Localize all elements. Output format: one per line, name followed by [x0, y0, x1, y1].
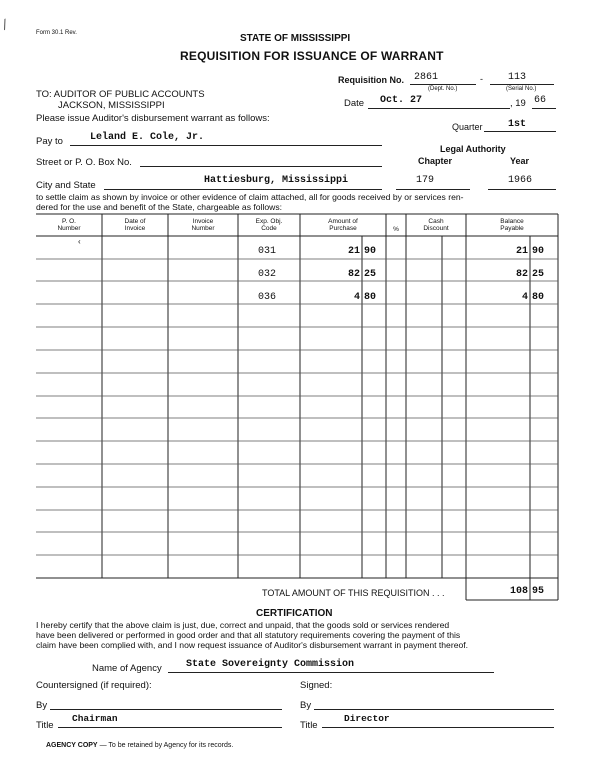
year-value: 1966: [508, 175, 533, 186]
row-3-amount-cents: 80: [364, 292, 377, 303]
col-po-number-text: P. O. Number: [57, 218, 81, 232]
title-right-value: Director: [344, 713, 390, 724]
chapter-heading: Chapter: [418, 156, 453, 166]
col-exp-obj-code-text: Exp. Obj. Code: [255, 218, 283, 232]
quarter-value: 1st: [508, 119, 527, 130]
row-1-amount-cents: 90: [364, 246, 377, 257]
agency-copy-rest: — To be retained by Agency for its records.: [99, 742, 234, 749]
city-value: Hattiesburg, Mississippi: [204, 175, 349, 186]
total-label: TOTAL AMOUNT OF THIS REQUISITION . . .: [262, 588, 445, 598]
col-invoice-number: [168, 218, 238, 232]
row-2-amount-cents: 25: [364, 269, 377, 280]
agency-line: [168, 672, 494, 673]
row-3-code: 036: [258, 292, 277, 303]
title-line-right: [322, 727, 554, 728]
by-line-right: [314, 709, 554, 710]
cert-line-2: have been delivered or performed in good order and that all statutory requirements covering the payment of this: [36, 630, 461, 640]
title-line-left: [58, 727, 282, 728]
requisition-serial-no: 113: [508, 72, 527, 83]
serial-no-caption: (Serial No.): [506, 86, 537, 92]
col-balance-payable: [466, 218, 558, 232]
certification-title: CERTIFICATION: [256, 608, 333, 619]
col-percent-text: %: [393, 226, 399, 233]
dept-no-caption: (Dept. No.): [428, 86, 458, 92]
to-line-1: TO: AUDITOR OF PUBLIC ACCOUNTS: [36, 89, 205, 100]
total-cents: 95: [532, 586, 545, 597]
pay-to-value: Leland E. Cole, Jr.: [90, 132, 205, 143]
col-date-of-invoice-text: Date of Invoice: [124, 218, 146, 232]
signed-label: Signed:: [300, 680, 333, 691]
cert-line-3: claim have been complied with, and I now request issuance of Auditor's disbursement warrant in payment thereof.: [36, 640, 469, 650]
by-label-right: By: [300, 700, 312, 711]
legal-authority-heading: Legal Authority: [440, 144, 506, 154]
agency-label: Name of Agency: [92, 663, 162, 674]
col-invoice-number-text: Invoice Number: [191, 218, 215, 232]
row-3-amount-dollars: 4: [353, 292, 360, 303]
requisition-label: Requisition No.: [338, 75, 404, 85]
by-label-left: By: [36, 700, 48, 711]
row-2-amount-dollars: 82: [347, 269, 360, 280]
by-line-left: [50, 709, 282, 710]
title-left-value: Chairman: [72, 713, 118, 724]
row-2-balance-dollars: 82: [515, 269, 528, 280]
col-percent: [386, 226, 406, 233]
state-heading: STATE OF MISSISSIPPI: [240, 33, 351, 44]
year-heading: Year: [510, 156, 530, 166]
quarter-label: Quarter: [452, 122, 483, 132]
pen-mark: ‹: [78, 237, 81, 246]
col-amount-text: Amount of Purchase: [328, 218, 358, 232]
form-title: REQUISITION FOR ISSUANCE OF WARRANT: [180, 49, 444, 63]
settle-line-1: to settle claim as shown by invoice or other evidence of claim attached, all for goods received by or services ren-: [36, 192, 464, 202]
year-prefix: , 19: [510, 98, 526, 109]
cert-line-1: I hereby certify that the above claim is just, due, correct and unpaid, that the goods sold or services rendered: [36, 620, 450, 630]
requisition-dept-no: 2861: [414, 72, 439, 83]
row-3-balance-dollars: 4: [521, 292, 528, 303]
col-cash-discount: [406, 218, 466, 232]
date-value: Oct. 27: [380, 95, 423, 106]
row-1-balance-cents: 90: [532, 246, 545, 257]
col-po-number: [36, 218, 102, 232]
row-1-amount-dollars: 21: [347, 246, 360, 257]
to-line-2: JACKSON, MISSISSIPPI: [58, 100, 165, 111]
col-exp-obj-code: [238, 218, 300, 232]
chapter-value: 179: [416, 175, 435, 186]
pay-to-label: Pay to: [36, 136, 63, 147]
row-1-code: 031: [258, 246, 277, 257]
margin-mark: ∕: [0, 16, 11, 32]
row-2-code: 032: [258, 269, 277, 280]
col-cash-discount-text: Cash Discount: [423, 218, 449, 232]
col-balance-payable-text: Balance Payable: [500, 218, 524, 232]
street-label: Street or P. O. Box No.: [36, 157, 132, 168]
agency-copy-bold: AGENCY COPY: [46, 742, 98, 749]
dash: -: [480, 74, 483, 84]
countersigned-label: Countersigned (if required):: [36, 680, 152, 691]
row-2-balance-cents: 25: [532, 269, 545, 280]
row-3-balance-cents: 80: [532, 292, 545, 303]
city-label: City and State: [36, 180, 96, 191]
title-label-left: Title: [36, 720, 54, 731]
form-number: Form 30.1 Rev.: [36, 30, 77, 36]
total-dollars: 108: [509, 586, 528, 597]
year-suffix: 66: [534, 95, 547, 106]
col-date-of-invoice: [102, 218, 168, 232]
row-1-balance-dollars: 21: [515, 246, 528, 257]
agency-copy-note: [46, 742, 233, 749]
please-issue: Please issue Auditor's disbursement warrant as follows:: [36, 113, 270, 124]
settle-line-2: dered for the use and benefit of the State, chargeable as follows:: [36, 202, 283, 212]
title-label-right: Title: [300, 720, 318, 731]
date-label: Date: [344, 98, 365, 109]
col-amount: [300, 218, 386, 232]
agency-value: State Sovereignty Commission: [186, 659, 355, 670]
